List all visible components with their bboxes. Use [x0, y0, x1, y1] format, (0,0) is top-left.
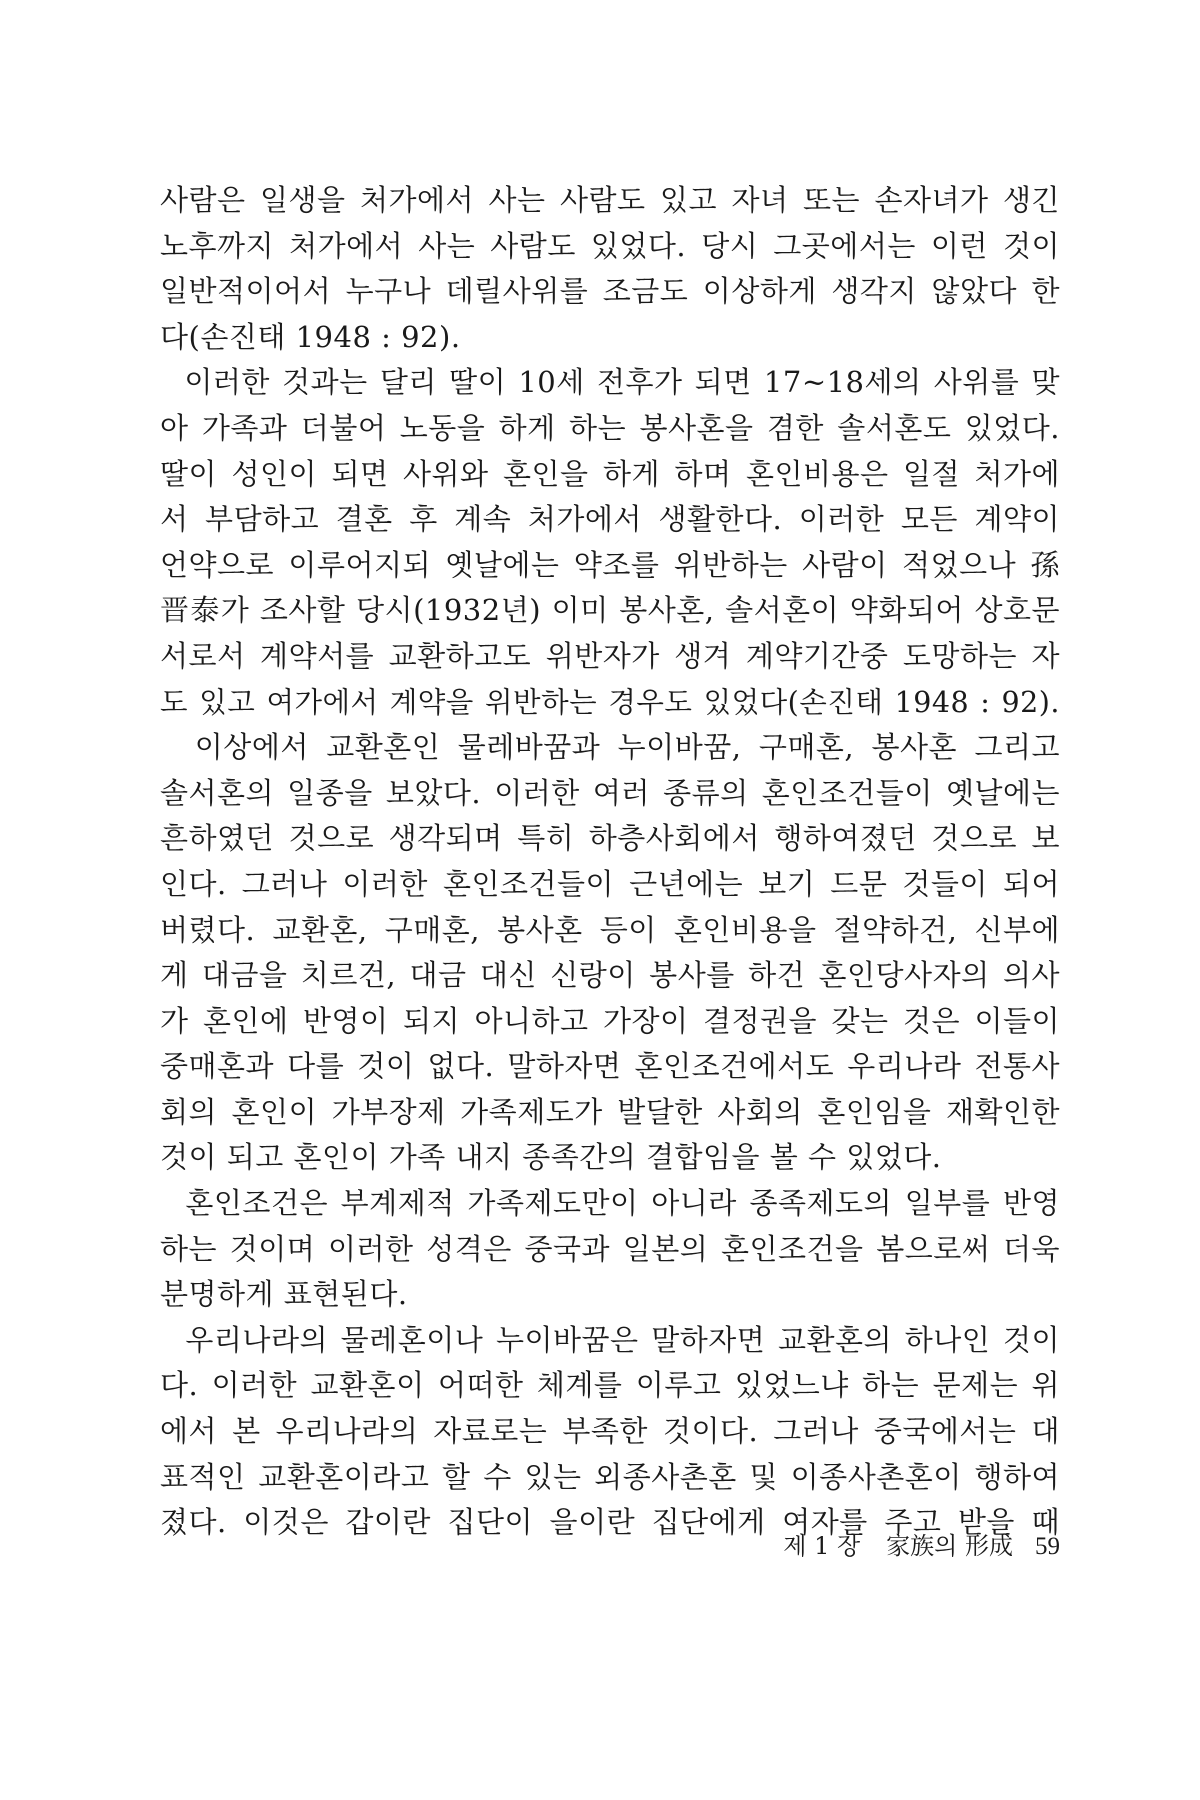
- text-line: 버렸다. 교환혼, 구매혼, 봉사혼 등이 혼인비용을 절약하건, 신부에: [160, 912, 1060, 947]
- text-line: 서 부담하고 결혼 후 계속 처가에서 생활한다. 이러한 모든 계약이: [160, 502, 1060, 537]
- text-line: 도 있고 여가에서 계약을 위반하는 경우도 있었다(손진태 1948 : 92).: [160, 685, 1060, 719]
- text-line: 晋泰가 조사할 당시(1932년) 이미 봉사혼, 솔서혼이 약화되어 상호문: [160, 593, 1060, 628]
- text-line: 회의 혼인이 가부장제 가족제도가 발달한 사회의 혼인임을 재확인한: [160, 1094, 1060, 1129]
- text-line: 게 대금을 치르건, 대금 대신 신랑이 봉사를 하건 혼인당사자의 의사: [160, 958, 1060, 993]
- text-line: 분명하게 표현된다.: [160, 1277, 408, 1312]
- text-line: 졌다. 이것은 갑이란 집단이 을이란 집단에게 여자를 주고 받을 때: [160, 1505, 1060, 1540]
- text-line: 솔서혼의 일종을 보았다. 이러한 여러 종류의 혼인조건들이 옛날에는: [160, 775, 1060, 810]
- text-line: 가 혼인에 반영이 되지 아니하고 가장이 결정권을 갖는 것은 이들이: [160, 1003, 1060, 1038]
- text-line: 일반적이어서 누구나 데릴사위를 조금도 이상하게 생각지 않았다 한: [160, 274, 1060, 309]
- text-line: 중매혼과 다를 것이 없다. 말하자면 혼인조건에서도 우리나라 전통사: [160, 1049, 1060, 1084]
- text-line: 언약으로 이루어지되 옛날에는 약조를 위반하는 사람이 적었으나 孫: [160, 547, 1060, 582]
- text-line: 혼인조건은 부계제적 가족제도만이 아니라 종족제도의 일부를 반영: [160, 1186, 1060, 1221]
- text-line: 아 가족과 더불어 노동을 하게 하는 봉사혼을 겸한 솔서혼도 있었다.: [160, 410, 1060, 445]
- text-line: 서로서 계약서를 교환하고도 위반자가 생겨 계약기간중 도망하는 자: [160, 638, 1060, 673]
- text-line: 에서 본 우리나라의 자료로는 부족한 것이다. 그러나 중국에서는 대: [160, 1414, 1060, 1449]
- chapter-label: 제 1 장: [783, 1532, 861, 1560]
- text-line: 이러한 것과는 달리 딸이 10세 전후가 되면 17~18세의 사위를 맞: [160, 365, 1060, 400]
- text-line: 이상에서 교환혼인 물레바꿈과 누이바꿈, 구매혼, 봉사혼 그리고: [160, 730, 1060, 765]
- text-line: 하는 것이며 이러한 성격은 중국과 일본의 혼인조건을 봄으로써 더욱: [160, 1231, 1060, 1266]
- text-line: 표적인 교환혼이라고 할 수 있는 외종사촌혼 및 이종사촌혼이 행하여: [160, 1459, 1060, 1494]
- page-number: 59: [1035, 1533, 1060, 1560]
- chapter-title: 家族의 形成: [886, 1532, 1013, 1560]
- text-line: 것이 되고 혼인이 가족 내지 종족간의 결합임을 볼 수 있었다.: [160, 1140, 942, 1175]
- text-line: 우리나라의 물레혼이나 누이바꿈은 말하자면 교환혼의 하나인 것이: [160, 1322, 1060, 1357]
- body-text: [160, 178, 1060, 1546]
- text-line: 노후까지 처가에서 사는 사람도 있었다. 당시 그곳에서는 이런 것이: [160, 228, 1060, 263]
- page-footer: [783, 1530, 1060, 1563]
- text-line: 다. 이러한 교환혼이 어떠한 체계를 이루고 있었느냐 하는 문제는 위: [160, 1368, 1060, 1403]
- text-line: 인다. 그러나 이러한 혼인조건들이 근년에는 보기 드문 것들이 되어: [160, 866, 1060, 901]
- text-line: 흔하였던 것으로 생각되며 특히 하층사회에서 행하여졌던 것으로 보: [160, 821, 1060, 856]
- text-line: 딸이 성인이 되면 사위와 혼인을 하게 하며 혼인비용은 일절 처가에: [160, 456, 1060, 491]
- text-line: 사람은 일생을 처가에서 사는 사람도 있고 자녀 또는 손자녀가 생긴: [160, 183, 1060, 217]
- text-line: 다(손진태 1948 : 92).: [160, 319, 461, 354]
